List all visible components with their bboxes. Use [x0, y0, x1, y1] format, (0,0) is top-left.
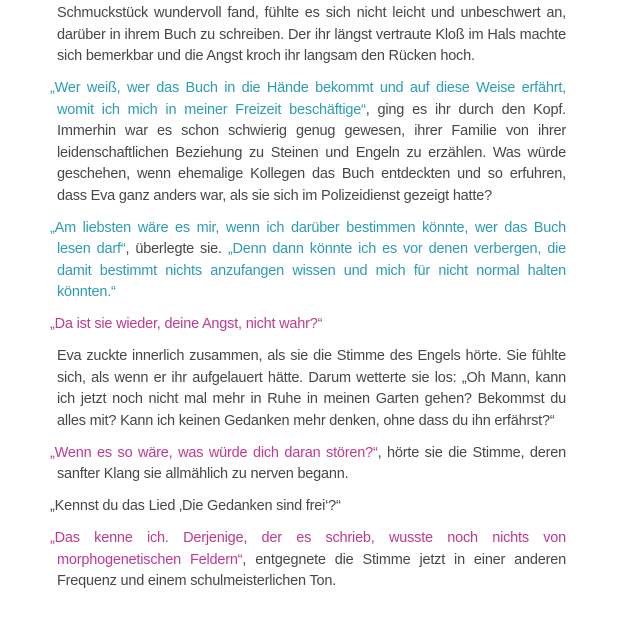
narration-text: , entgegnete die Stimme jetzt in einer anderen Frequenz und einem schulmeisterlichen Ton. [57, 551, 566, 589]
quote-text-magenta: „Das kenne ich. Derjenige, der es schrieb, wusste noch nichts von morphogenetischen Feldern“ [50, 530, 566, 568]
quote-text-magenta: „Da ist sie wieder, deine Angst, nicht wahr?“ [50, 316, 323, 332]
paragraph-eva-thought-quote [50, 78, 566, 207]
paragraph-angel-quote-3 [50, 528, 566, 593]
narration-text: Schmuckstück wundervoll fand, fühlte es sich nicht leicht und unbeschwert an, darüber in ihrem Buch zu schreiben. Der ihr längst vertraute Kloß im Hals machte sich bemerkbar und die Angst kroch ihr langsam den Rücken hoch. [57, 5, 566, 64]
quote-text-teal: „Wer weiß, wer das Buch in die Hände bekommt und auf diese Weise erfährt, womit ich mich in meiner Freizeit beschäftige“ [50, 80, 566, 118]
quote-text-teal: „Denn dann könnte ich es vor denen verbergen, die damit bestimmt nichts anzufangen wissen und mich für nicht normal halten könnten.“ [57, 241, 567, 300]
paragraph-narration-eva-outburst [57, 346, 566, 432]
narration-text: , überlegte sie. [125, 241, 228, 257]
quote-text-teal: „Am liebsten wäre es mir, wenn ich darüber bestimmen könnte, wer das Buch lesen darf“ [50, 219, 566, 257]
paragraph-eva-question [50, 496, 566, 518]
paragraph-narration-continued [57, 3, 566, 68]
narration-text: „Kennst du das Lied ‚Die Gedanken sind frei‘?“ [50, 498, 341, 514]
paragraph-angel-quote-1 [50, 314, 566, 336]
narration-text: , ging es ihr durch den Kopf. Immerhin war es schon schwierig genug gewesen, ihrer Familie von ihrer leidenschaftlichen Beziehung zu Steinen und Engeln zu erzählen. Was würde geschehen, wenn ehemalige Kollegen das Buch entdeckten und so erfuhren, dass Eva ganz anders war, als sie sich im Polizeidienst gezeigt hatte? [57, 101, 566, 204]
quote-text-magenta: „Wenn es so wäre, was würde dich daran stören?“ [50, 444, 378, 461]
paragraph-eva-thought-quote-2 [50, 218, 567, 304]
paragraph-angel-quote-2 [50, 443, 566, 486]
narration-text: Eva zuckte innerlich zusammen, als sie die Stimme des Engels hörte. Sie fühlte sich, als wenn er ihr aufgelauert hätte. Darum wetterte sie los: „Oh Mann, kann ich jetzt noch nicht mal mehr in Ruhe in meinen Garten gehen? Bekommst du alles mit? Kann ich keinen Gedanken mehr denken, ohne dass du ihn erfährst?“ [57, 348, 566, 429]
narration-text: , hörte sie die Stimme, deren sanfter Klang sie allmählich zu nerven begann. [57, 444, 566, 482]
